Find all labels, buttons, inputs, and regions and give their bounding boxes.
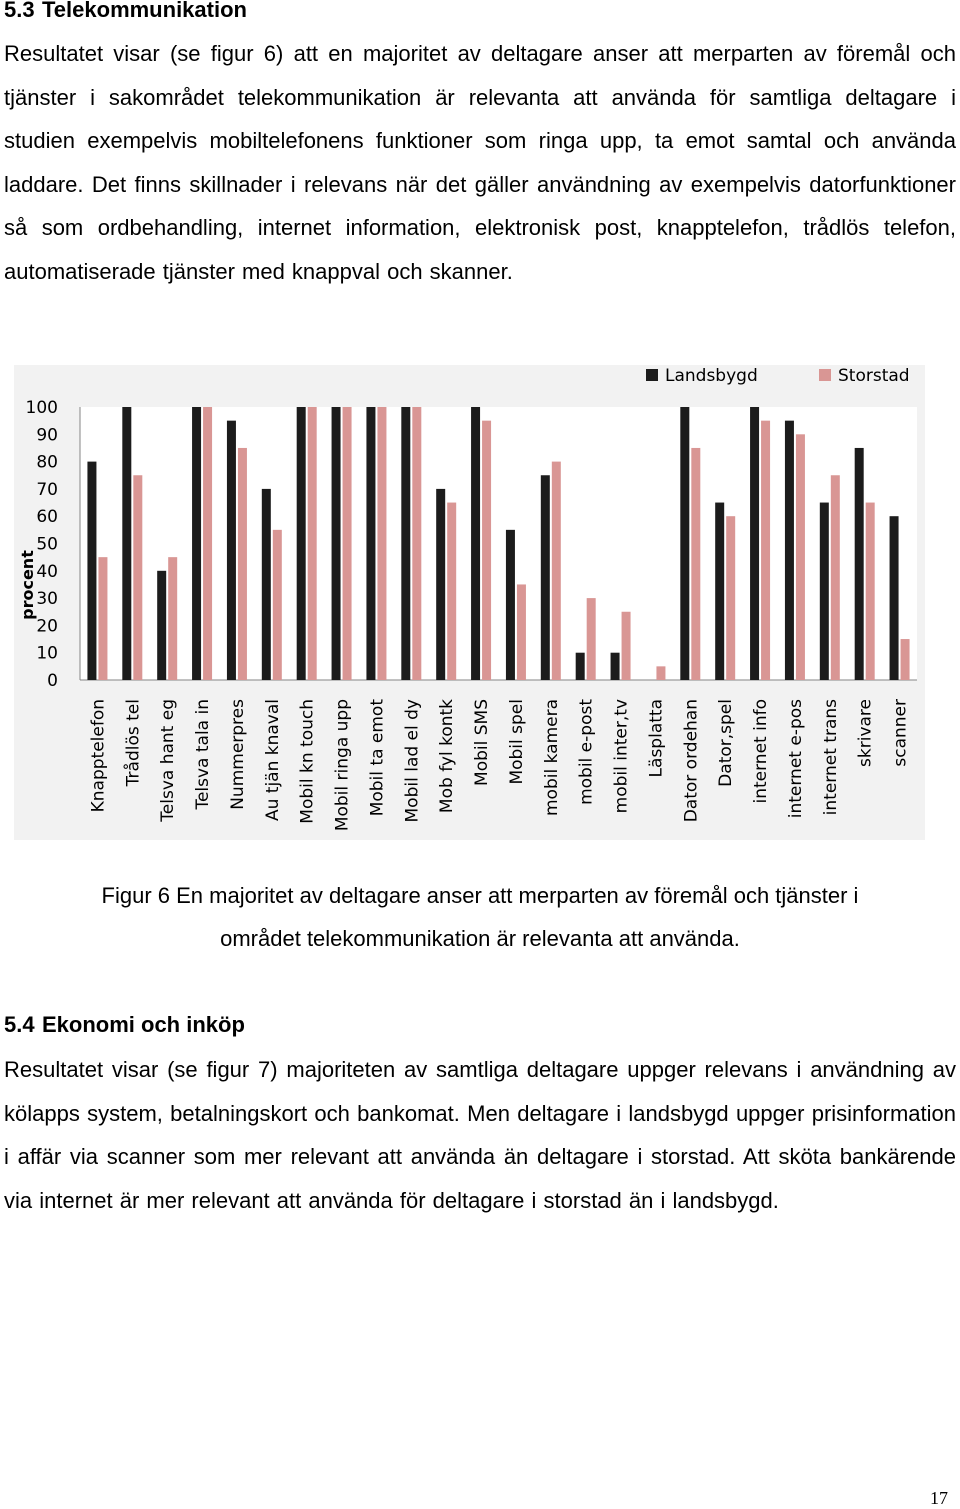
bar-storstad: [238, 448, 247, 680]
bar-landsbygd: [401, 407, 410, 680]
bar-storstad: [273, 530, 282, 680]
x-tick-label: mobil e-post: [576, 699, 597, 805]
bar-storstad: [901, 639, 910, 680]
bar-storstad: [691, 448, 700, 680]
bar-storstad: [796, 434, 805, 680]
bar-landsbygd: [750, 407, 759, 680]
y-tick-label: 70: [36, 479, 58, 500]
bar-storstad: [447, 503, 456, 680]
bar-storstad: [622, 612, 631, 680]
x-tick-label: internet e-pos: [785, 699, 806, 819]
paragraph-telekommunikation: Resultatet visar (se figur 6) att en majoritet av deltagare anser att merparten av föremål och tjänster i sakområdet telekommunikation är relevanta att använda för samtliga deltagare i studien exempelvis mobiltelefonens funktioner som ringa upp, ta emot samtal och använda laddare. Det finns skillnader i relevans när det gäller användning av exempelvis datorfunktioner så som ordbehandling, internet information, elektronisk post, knapptelefon, trådlös telefon, automatiserade tjänster med knappval och skanner.: [4, 41, 956, 284]
figure-6-chart: [14, 365, 925, 840]
bar-landsbygd: [715, 503, 724, 680]
bar-landsbygd: [436, 489, 445, 680]
x-tick-label: Mob fyl kontk: [437, 699, 458, 814]
bar-landsbygd: [332, 407, 341, 680]
y-tick-label: 10: [36, 643, 58, 664]
x-tick-label: Mobil ringa upp: [332, 699, 353, 832]
x-tick-label: Knapptelefon: [88, 699, 109, 813]
x-tick-label: Dator ordehan: [681, 699, 702, 823]
bar-landsbygd: [855, 448, 864, 680]
x-tick-label: internet info: [751, 699, 772, 804]
bar-landsbygd: [820, 503, 829, 680]
y-tick-label: 50: [36, 534, 58, 555]
bar-landsbygd: [227, 421, 236, 680]
x-tick-label: Mobil kn touch: [297, 699, 318, 824]
x-tick-label: Nummerpres: [227, 699, 248, 810]
figure-caption-line-1: Figur 6 En majoritet av deltagare anser att merparten av föremål och tjänster i: [101, 883, 859, 908]
y-axis-label: procent: [18, 550, 37, 620]
bar-storstad: [343, 407, 352, 680]
bar-storstad: [517, 584, 526, 680]
bar-storstad: [761, 421, 770, 680]
bar-storstad: [552, 462, 561, 680]
bar-chart: [14, 365, 925, 840]
bar-storstad: [482, 421, 491, 680]
x-tick-label: mobil kamera: [541, 699, 562, 816]
bar-storstad: [831, 475, 840, 680]
bar-storstad: [203, 407, 212, 680]
bar-storstad: [308, 407, 317, 680]
y-tick-label: 60: [36, 507, 58, 528]
section-number: 5.3: [4, 0, 35, 22]
bar-landsbygd: [297, 407, 306, 680]
section-title: Ekonomi och inköp: [42, 1012, 245, 1037]
x-tick-label: Telsva hant eg: [158, 699, 179, 822]
bar-landsbygd: [262, 489, 271, 680]
bar-storstad: [168, 557, 177, 680]
x-tick-label: Au tjän knaval: [262, 699, 283, 822]
legend-swatch: [646, 369, 658, 381]
section-title: Telekommunikation: [42, 0, 247, 22]
bar-landsbygd: [541, 475, 550, 680]
bar-landsbygd: [680, 407, 689, 680]
bar-landsbygd: [192, 407, 201, 680]
bar-landsbygd: [890, 516, 899, 680]
bar-storstad: [377, 407, 386, 680]
bar-landsbygd: [506, 530, 515, 680]
bar-landsbygd: [87, 462, 96, 680]
bar-landsbygd: [471, 407, 480, 680]
x-tick-label: Mobil lad el dy: [402, 699, 423, 823]
figure-caption-line-2: området telekommunikation är relevanta att använda.: [220, 926, 740, 951]
x-tick-label: Telsva tala in: [193, 699, 214, 810]
bar-storstad: [412, 407, 421, 680]
bar-landsbygd: [157, 571, 166, 680]
bar-landsbygd: [576, 653, 585, 680]
paragraph-ekonomi: Resultatet visar (se figur 7) majoriteten av samtliga deltagare uppger relevans i användning av kölapps system, betalningskort och bankomat. Men deltagare i landsbygd uppger prisinformation i affär via scanner som mer relevant att använda än deltagare i storstad. Att sköta bankärende via internet är mer relevant att använda för deltagare i storstad än i landsbygd.: [4, 1057, 956, 1213]
bar-landsbygd: [785, 421, 794, 680]
bar-landsbygd: [611, 653, 620, 680]
y-tick-label: 80: [36, 452, 58, 473]
y-tick-label: 100: [25, 398, 58, 418]
section-heading-5-4: [4, 1012, 245, 1038]
legend-swatch: [819, 369, 831, 381]
x-tick-label: Trådlös tel: [123, 699, 144, 787]
legend-label: Storstad: [838, 366, 910, 386]
bar-storstad: [726, 516, 735, 680]
x-tick-label: skrivare: [855, 699, 876, 767]
y-tick-label: 20: [36, 616, 58, 637]
bar-landsbygd: [122, 407, 131, 680]
bar-storstad: [587, 598, 596, 680]
y-tick-label: 0: [47, 671, 58, 691]
x-tick-label: scanner: [890, 699, 911, 767]
x-tick-label: Mobil SMS: [472, 699, 493, 786]
bar-storstad: [866, 503, 875, 680]
bar-storstad: [133, 475, 142, 680]
x-tick-label: Mobil ta emot: [367, 699, 388, 817]
legend-label: Landsbygd: [665, 366, 758, 386]
x-tick-label: Läsplatta: [646, 699, 667, 778]
y-tick-label: 30: [36, 589, 58, 610]
page-number: 17: [930, 1488, 948, 1508]
bar-landsbygd: [366, 407, 375, 680]
section-number: 5.4: [4, 1012, 35, 1037]
x-tick-label: Dator,spel: [716, 699, 737, 787]
bar-storstad: [98, 557, 107, 680]
y-tick-label: 40: [36, 561, 58, 582]
x-tick-label: mobil inter,tv: [611, 699, 632, 814]
section-heading-5-3: [4, 0, 247, 23]
x-tick-label: internet trans: [820, 699, 841, 816]
x-tick-label: Mobil spel: [506, 699, 527, 785]
y-tick-label: 90: [36, 425, 58, 446]
bar-storstad: [656, 666, 665, 680]
